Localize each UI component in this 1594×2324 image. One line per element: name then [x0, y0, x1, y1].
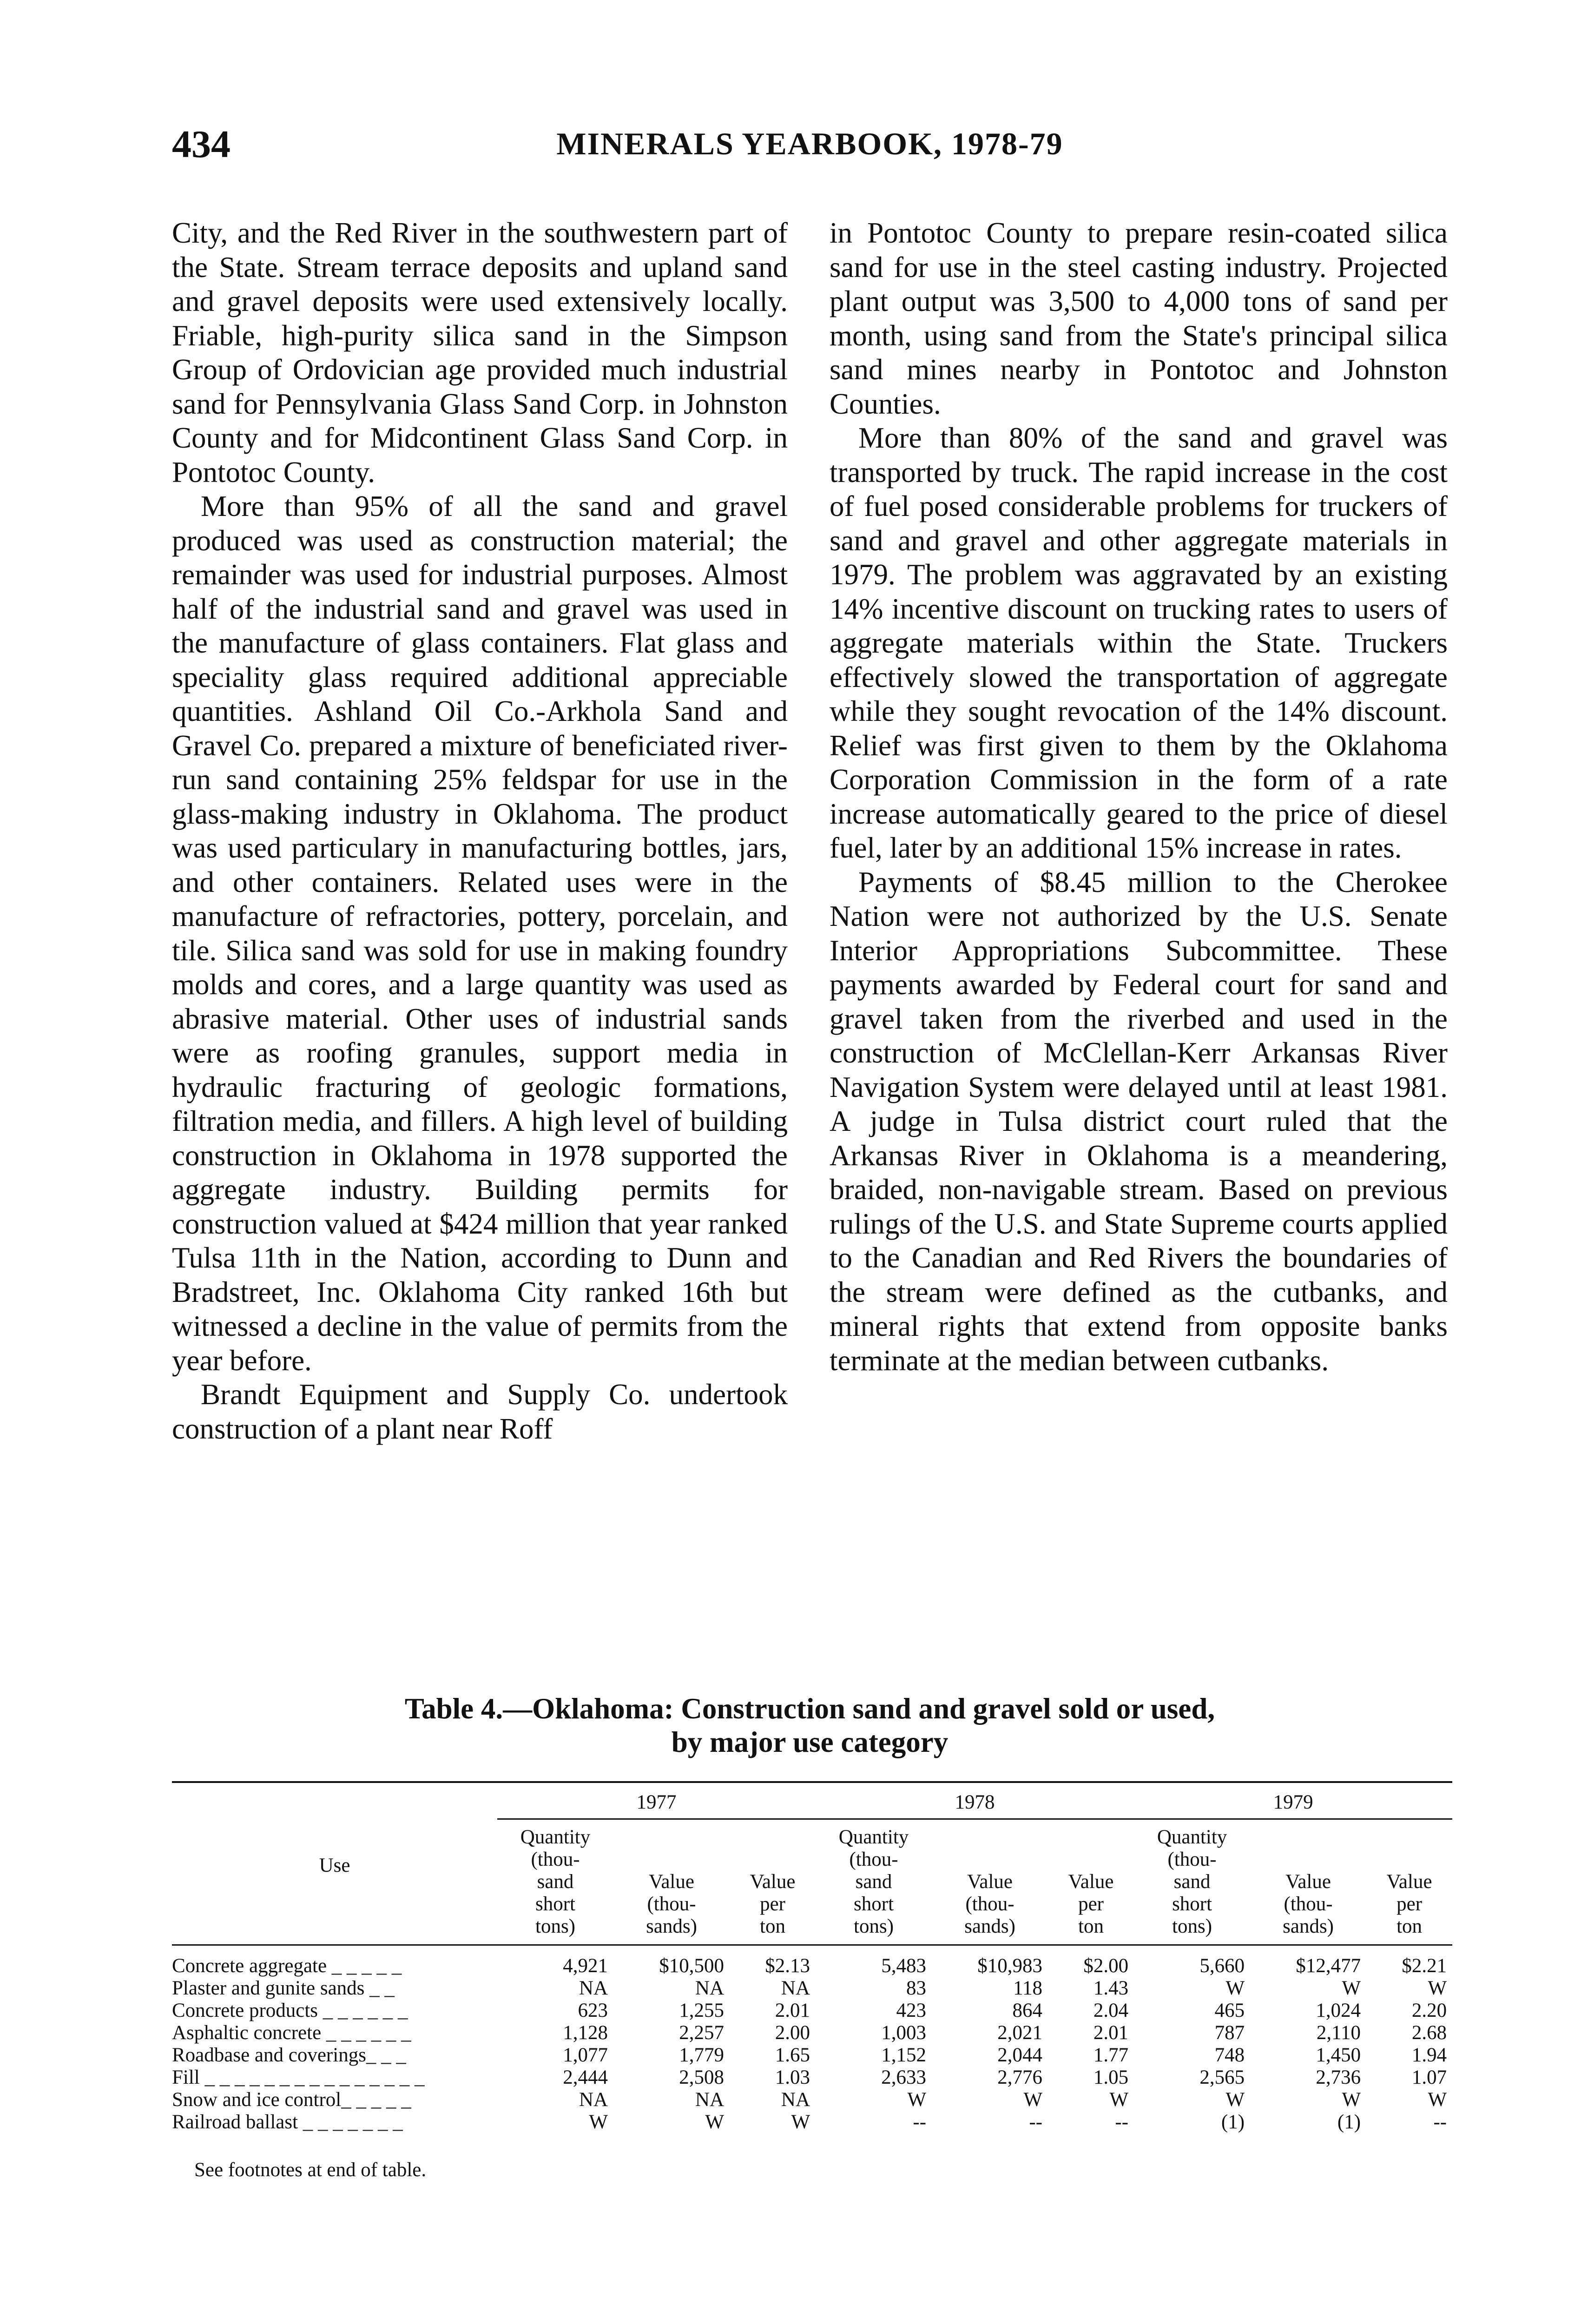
table-cell: 1,077 [563, 2044, 608, 2066]
use-cell: Plaster and gunite sands _ _ [172, 1977, 395, 1999]
left-text-column [172, 216, 788, 1446]
per-ton-header: Value per ton [730, 1819, 816, 1945]
table-cell: $2.13 [765, 1955, 810, 1977]
table-cell: 1.07 [1411, 2067, 1447, 2088]
table-cell: W [1428, 2089, 1447, 2111]
per-ton-header: Value per ton [1048, 1819, 1134, 1945]
paragraph: Payments of $8.45 million to the Cherokee Nation were not authorized by the U.S. Senate Interior Appropriations Subcommittee. These payments awarded by Federal court for sand and gravel taken from the riverbed and used in the construction of McClellan-Kerr Arkansas River Navigation System were delayed until at least 1981. A judge in Tulsa district court ruled that the Arkansas River in Oklahoma is a meandering, braided, non-navigable stream. Based on previous rulings of the U.S. and State Supreme courts applied to the Canadian and Red Rivers the boundaries of the stream were defined as the cutbanks, and mineral rights that extend from opposite banks terminate at the median between cutbanks. [830, 865, 1448, 1377]
table-cell: NA [781, 1977, 810, 1999]
table-cell: 1.43 [1093, 1977, 1129, 1999]
page-number: 434 [172, 123, 231, 166]
table-cell: -- [1433, 2111, 1447, 2133]
table-cell: 2.01 [775, 2000, 810, 2021]
table-cell: 83 [906, 1977, 927, 1999]
table-cell: 1.65 [775, 2044, 810, 2066]
table-cell: 1,255 [679, 2000, 724, 2021]
table-cell: 2.04 [1093, 2000, 1129, 2021]
table-cell: 623 [578, 2000, 608, 2021]
table-cell: 2,044 [997, 2044, 1043, 2066]
table-title [172, 1692, 1448, 1759]
table-cell: 1,024 [1316, 2000, 1361, 2021]
table-cell: 1,152 [881, 2044, 927, 2066]
table-cell: 5,483 [881, 1955, 927, 1977]
table-cell: 465 [1214, 2000, 1245, 2021]
table-cell: 2,565 [1199, 2067, 1245, 2088]
table-cell: 2,633 [881, 2067, 927, 2088]
use-cell: Roadbase and coverings_ _ _ [172, 2044, 406, 2066]
value-header: Value (thou- sands) [613, 1819, 730, 1945]
table-cell: 1.03 [775, 2067, 810, 2088]
table-cell: NA [579, 1977, 608, 1999]
table-cell: W [907, 2089, 927, 2111]
paragraph: in Pontotoc County to prepare resin-coated silica sand for use in the steel casting industry. Projected plant output was 3,500 to 4,000 tons of sand per month, using sand from the State's principal silica sand mines nearby in Pontotoc and Johnston Counties. [830, 217, 1448, 420]
year-header-1977: 1977 [497, 1782, 816, 1819]
table-cell: 2.68 [1411, 2022, 1447, 2044]
table-cell: $2.00 [1083, 1955, 1129, 1977]
running-head: MINERALS YEARBOOK, 1978-79 [556, 126, 1063, 161]
use-cell: Asphaltic concrete _ _ _ _ _ _ [172, 2022, 411, 2044]
table-cell: 1.05 [1093, 2067, 1129, 2088]
table-cell: NA [695, 1977, 724, 1999]
table-cell: 1,003 [881, 2022, 927, 2044]
paragraph: City, and the Red River in the southwestern part of the State. Stream terrace deposits and upland sand and gravel deposits were used extensively locally. Friable, high-purity silica sand in the Simpson Group of Ordovician age provided much industrial sand for Pennsylvania Glass Sand Corp. in Johnston County and for Midcontinent Glass Sand Corp. in Pontotoc County. [172, 217, 788, 489]
table-cell: W [1342, 2089, 1361, 2111]
table-row [172, 2000, 1452, 2022]
table-cell: (1) [1337, 2111, 1361, 2133]
table-row [172, 1977, 1452, 2000]
table-cell: $10,500 [659, 1955, 724, 1977]
table-title-line: Table 4.—Oklahoma: Construction sand and gravel sold or used, [404, 1692, 1215, 1725]
quantity-header: Quantity (thou- sand short tons) [816, 1819, 932, 1945]
table-cell: W [1428, 1977, 1447, 1999]
table-cell: 2,257 [679, 2022, 724, 2044]
table-cell: 2,021 [997, 2022, 1043, 2044]
table-footnote-reference: See footnotes at end of table. [194, 2159, 427, 2181]
table-cell: 1.77 [1093, 2044, 1129, 2066]
table-cell: W [1023, 2089, 1043, 2111]
use-cell: Fill _ _ _ _ _ _ _ _ _ _ _ _ _ _ _ [172, 2067, 425, 2088]
table-cell: 2,736 [1316, 2067, 1361, 2088]
table-cell: W [1225, 1977, 1245, 1999]
table-cell: 1,450 [1316, 2044, 1361, 2066]
table-cell: W [1225, 2089, 1245, 2111]
table-cell: 5,660 [1199, 1955, 1245, 1977]
table-cell: 2,444 [563, 2067, 608, 2088]
table-cell: 423 [896, 2000, 927, 2021]
table-cell: 2.00 [775, 2022, 810, 2044]
page-header [172, 122, 1448, 168]
year-header-1978: 1978 [816, 1782, 1134, 1819]
value-header: Value (thou- sands) [932, 1819, 1048, 1945]
table-cell: 1.94 [1411, 2044, 1447, 2066]
table-cell: NA [579, 2089, 608, 2111]
year-header-1979: 1979 [1134, 1782, 1452, 1819]
table-cell: -- [1029, 2111, 1043, 2133]
table-row [172, 2111, 1452, 2133]
table-cell: W [791, 2111, 810, 2133]
table-cell: 2,776 [997, 2067, 1043, 2088]
table-cell: $12,477 [1296, 1955, 1361, 1977]
table-cell: 864 [1012, 2000, 1043, 2021]
paragraph: Brandt Equipment and Supply Co. undertook construction of a plant near Roff [172, 1378, 788, 1445]
table-cell: 2,508 [679, 2067, 724, 2088]
table-cell: 118 [1013, 1977, 1043, 1999]
table-cell: W [1109, 2089, 1129, 2111]
table-row [172, 2044, 1452, 2067]
table-cell: (1) [1221, 2111, 1245, 2133]
table-cell: 2.01 [1093, 2022, 1129, 2044]
table-cell: 1,128 [563, 2022, 608, 2044]
table-cell: -- [913, 2111, 927, 2133]
use-cell: Concrete aggregate _ _ _ _ _ [172, 1955, 402, 1977]
table-title-line: by major use category [671, 1726, 948, 1758]
table-cell: -- [1115, 2111, 1129, 2133]
table-row [172, 2022, 1452, 2044]
use-cell: Snow and ice control_ _ _ _ _ [172, 2089, 411, 2111]
right-text-column [830, 216, 1448, 1378]
use-cell: Concrete products _ _ _ _ _ _ [172, 2000, 408, 2021]
table-cell: $10,983 [977, 1955, 1043, 1977]
table-cell: W [589, 2111, 608, 2133]
table-cell: 748 [1214, 2044, 1245, 2066]
table-cell: 2,110 [1316, 2022, 1361, 2044]
table-cell: W [1342, 1977, 1361, 1999]
paragraph: More than 95% of all the sand and gravel produced was used as construction material; the remainder was used for industrial purposes. Almost half of the industrial sand and gravel was used in the manufacture of glass containers. Flat glass and speciality glass required additional appreciable quantities. Ashland Oil Co.-Arkhola Sand and Gravel Co. prepared a mixture of beneficiated river-run sand containing 25% feldspar for use in the glass-making industry in Oklahoma. The product was used particulary in manufacturing bottles, jars, and other containers. Related uses were in the manufacture of refractories, pottery, porcelain, and tile. Silica sand was sold for use in making foundry molds and cores, and a large quantity was used as abrasive material. Other uses of industrial sands were as roofing granules, support media in hydraulic fracturing of geologic formations, filtration media, and fillers. A high level of building construction in Oklahoma in 1978 supported the aggregate industry. Building permits for construction valued at $424 million that year ranked Tulsa 11th in the Nation, according to Dunn and Bradstreet, Inc. Oklahoma City ranked 16th but witnessed a decline in the value of permits from the year before. [172, 490, 788, 1377]
table-row [172, 2067, 1452, 2089]
table-row [172, 2089, 1452, 2111]
table-cell: 2.20 [1411, 2000, 1447, 2021]
sand-gravel-table [172, 1781, 1452, 2133]
quantity-header: Quantity (thou- sand short tons) [497, 1819, 613, 1945]
value-header: Value (thou- sands) [1250, 1819, 1366, 1945]
table-cell: $2.21 [1402, 1955, 1447, 1977]
table-cell: 1,779 [679, 2044, 724, 2066]
paragraph: More than 80% of the sand and gravel was transported by truck. The rapid increase in the cost of fuel posed considerable problems for truckers of sand and gravel and other aggregate materials in 1979. The problem was aggravated by an existing 14% incentive discount on trucking rates to users of aggregate materials within the State. Truckers effectively slowed the transportation of aggregate while they sought revocation of the 14% discount. Relief was first given to them by the Oklahoma Corporation Commission in the form of a rate increase automatically geared to the price of diesel fuel, later by an additional 15% increase in rates. [830, 422, 1448, 864]
table-cell: W [705, 2111, 724, 2133]
use-header: Use [172, 1782, 497, 1945]
table-row [172, 1945, 1452, 1978]
table-cell: NA [695, 2089, 724, 2111]
table-cell: 787 [1214, 2022, 1245, 2044]
use-cell: Railroad ballast _ _ _ _ _ _ _ [172, 2111, 403, 2133]
table-cell: 4,921 [563, 1955, 608, 1977]
table-cell: NA [781, 2089, 810, 2111]
per-ton-header: Value per ton [1366, 1819, 1452, 1945]
quantity-header: Quantity (thou- sand short tons) [1134, 1819, 1250, 1945]
table-section [172, 1692, 1448, 2181]
